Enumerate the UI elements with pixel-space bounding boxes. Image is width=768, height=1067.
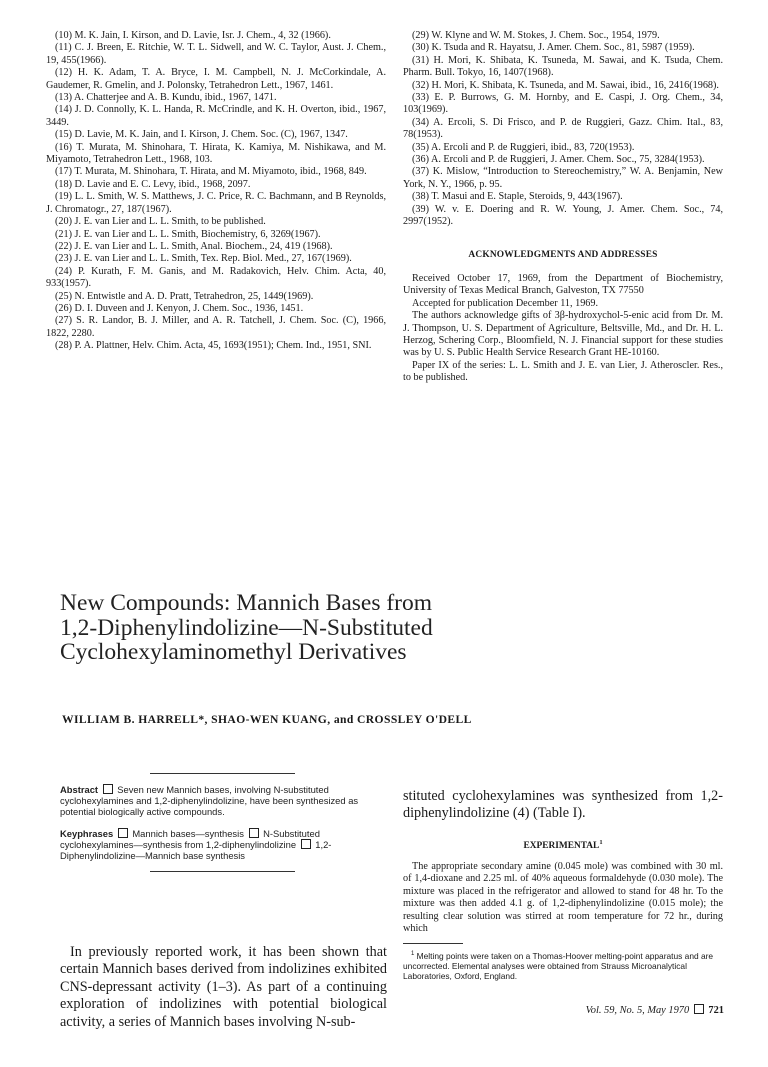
page-number: 721: [708, 1005, 724, 1016]
divider: [150, 773, 295, 774]
reference-item: (30) K. Tsuda and R. Hayatsu, J. Amer. Chem. Soc., 81, 5987 (1959).: [412, 42, 695, 54]
keyphrase: Mannich bases—synthesis: [132, 827, 244, 839]
page-footer: [586, 1004, 724, 1016]
ack-paragraph: Paper IX of the series: L. L. Smith and J. E. van Lier, J. Atheroscler. Res., to be published.: [403, 359, 723, 384]
reference-item: (36) A. Ercoli and P. de Ruggieri, J. Amer. Chem. Soc., 75, 3284(1953).: [412, 154, 705, 166]
article-title: [60, 591, 540, 665]
right-top-column: [403, 30, 723, 385]
reference-item: (21) J. E. van Lier and L. L. Smith, Biochemistry, 6, 3269(1967).: [55, 228, 321, 240]
square-bullet-icon: [118, 828, 128, 838]
square-bullet-icon: [103, 784, 113, 794]
reference-item: (10) M. K. Jain, I. Kirson, and D. Lavie, Isr. J. Chem., 4, 32 (1966).: [55, 30, 331, 41]
reference-item: (15) D. Lavie, M. K. Jain, and I. Kirson, J. Chem. Soc. (C), 1967, 1347.: [55, 129, 348, 141]
abstract: [60, 784, 387, 818]
reference-item: (17) T. Murata, M. Shinohara, T. Hirata, and M. Miyamoto, ibid., 1968, 849.: [55, 166, 367, 178]
title-line: 1,2-Diphenylindolizine—N-Substituted: [60, 614, 433, 641]
reference-item: (24) P. Kurath, F. M. Ganis, and M. Radakovich, Helv. Chim. Acta, 40, 933(1957).: [46, 265, 386, 290]
reference-item: (23) J. E. van Lier and L. L. Smith, Tex. Rep. Biol. Med., 27, 167(1969).: [55, 253, 352, 265]
reference-item: (33) E. P. Burrows, G. M. Hornby, and E. Caspi, J. Org. Chem., 34, 103(1969).: [403, 92, 723, 116]
references-left-column: [46, 30, 386, 353]
reference-item: (22) J. E. van Lier and L. L. Smith, Anal. Biochem., 24, 419 (1968).: [55, 240, 333, 252]
reference-item: (32) H. Mori, K. Shibata, K. Tsuneda, and M. Sawai, ibid., 16, 2416(1968).: [412, 79, 719, 91]
authors: WILLIAM B. HARRELL*, SHAO-WEN KUANG, and CROSSLEY O'DELL: [62, 713, 472, 726]
journal-citation: Vol. 59, No. 5, May 1970: [585, 1005, 690, 1016]
reference-item: (16) T. Murata, M. Shinohara, T. Hirata, K. Kamiya, M. Nishikawa, and M. Miyamoto, Tetrahedron Lett., 1968, 103.: [46, 141, 386, 166]
reference-item: (35) A. Ercoli and P. de Ruggieri, ibid., 83, 720(1953).: [412, 141, 635, 153]
footnote-divider: [403, 943, 463, 944]
title-line: Cyclohexylaminomethyl Derivatives: [60, 639, 407, 665]
reference-item: (13) A. Chatterjee and A. B. Kundu, ibid., 1967, 1471.: [55, 92, 277, 104]
references-right-list: [403, 30, 723, 229]
reference-item: (28) P. A. Plattner, Helv. Chim. Acta, 45, 1693(1951); Chem. Ind., 1951, SNI.: [55, 340, 372, 352]
keyphrase: 1,2-Diphenylindolizine—Mannich base synthesis: [60, 838, 332, 862]
reference-item: (31) H. Mori, K. Shibata, K. Tsuneda, M. Sawai, and K. Tsuda, Chem. Pharm. Bull. Tokyo, 16, 1407(1968).: [403, 54, 723, 79]
footnote-text: Melting points were taken on a Thomas-Hoover melting-point apparatus and are uncorrected. Elemental analyses were obtained from Strauss Microanalytical Laboratories, Oxford, England.: [403, 951, 714, 981]
right-bottom-column: [403, 788, 723, 982]
footnote-number: 1: [411, 951, 415, 958]
footnote-marker: 1: [599, 838, 603, 846]
keyphrases-label: Keyphrases: [60, 827, 114, 839]
reference-item: (25) N. Entwistle and A. D. Pratt, Tetrahedron, 25, 1449(1969).: [55, 290, 314, 302]
reference-item: (11) C. J. Breen, E. Ritchie, W. T. L. Sidwell, and W. C. Taylor, Aust. J. Chem., 19, 455(1966).: [46, 42, 386, 66]
square-bullet-icon: [249, 828, 259, 838]
keyphrases: [60, 828, 387, 862]
abstract-label: Abstract: [60, 784, 99, 795]
reference-item: (38) T. Masui and E. Staple, Steroids, 9, 443(1967).: [412, 191, 623, 203]
ack-body: [403, 273, 723, 385]
reference-item: (34) A. Ercoli, S. Di Frisco, and P. de Ruggieri, Gazz. Chim. Ital., 83, 78(1953).: [403, 116, 723, 141]
experimental-heading: [403, 839, 723, 851]
reference-item: (27) S. R. Landor, B. J. Miller, and A. R. Tatchell, J. Chem. Soc. (C), 1966, 1822, 2280.: [46, 315, 386, 339]
abstract-text: Seven new Mannich bases, involving N-substituted cyclohexylamines and 1,2-diphenylindolizine, have been synthesized as potential biologically active compounds.: [60, 784, 359, 818]
reference-item: (19) L. L. Smith, W. S. Matthews, J. C. Price, R. C. Bachmann, and B Reynolds, J. Chromatogr., 27, 187(1967).: [46, 191, 386, 215]
intro-paragraph: In previously reported work, it has been shown that certain Mannich bases derived from indolizines exhibited CNS-depressant activity (1–3). As part of a continuing exploration of indolizines with potential biological activity, a series of Mannich bases involving N-sub-: [60, 944, 387, 1030]
reference-item: (18) D. Lavie and E. C. Levy, ibid., 1968, 2097.: [55, 178, 251, 190]
reference-item: (12) H. K. Adam, T. A. Bryce, I. M. Campbell, N. J. McCorkindale, A. Gaudemer, R. Gmelin, and J. Polonsky, Tetrahedron Lett., 1967, 1461.: [46, 67, 386, 91]
reference-item: (37) K. Mislow, “Introduction to Stereochemistry,” W. A. Benjamin, New York, N. Y., 1966, p. 95.: [403, 166, 723, 190]
intro-continued: stituted cyclohexylamines was synthesized from 1,2-diphenylindolizine (4) (Table I).: [403, 788, 723, 822]
experimental-text: The appropriate secondary amine (0.045 mole) was combined with 30 ml. of 1,4-dioxane and 2.25 ml. of 40% aqueous formaldehyde (0.030 mole). The mixture was placed in the refrigerator and allowed to stand for 48 hr. To the mixture was then added 4.1 g. of 1,2-diphenylindolizine (0.015 mole); the resulting clear solution was stirred at room temperature for 72 hr., during which: [403, 860, 723, 934]
ack-paragraph: Received October 17, 1969, from the Department of Biochemistry, University of Texas Medical Branch, Galveston, TX 77550: [403, 272, 723, 297]
divider: [150, 871, 295, 872]
reference-item: (26) D. I. Duveen and J. Kenyon, J. Chem. Soc., 1936, 1451.: [55, 302, 304, 314]
title-line: New Compounds: Mannich Bases from: [60, 590, 433, 616]
reference-item: (20) J. E. van Lier and L. L. Smith, to be published.: [55, 216, 266, 228]
square-bullet-icon: [301, 839, 311, 849]
keyphrase: N-Substituted cyclohexylamines—synthesis from 1,2-diphenylindolizine: [60, 827, 320, 850]
footnote: [403, 950, 723, 981]
experimental-heading-text: EXPERIMENTAL: [523, 840, 600, 851]
abstract-box: [60, 773, 387, 872]
ack-paragraph: The authors acknowledge gifts of 3β-hydroxychol-5-enic acid from Dr. M. J. Thompson, U. S. Department of Agriculture, Beltsville, Md., and Dr. H. L. Herzog, Schering Corp., Bloomfield, N. J. Financial support for these studies was by U. S. Public Health Service Research Grant HE-10160.: [403, 310, 723, 359]
reference-item: (14) J. D. Connolly, K. L. Handa, R. McCrindle, and K. H. Overton, ibid., 1967, 3449.: [46, 104, 386, 128]
reference-item: (29) W. Klyne and W. M. Stokes, J. Chem. Soc., 1954, 1979.: [412, 30, 660, 41]
ack-heading: ACKNOWLEDGMENTS AND ADDRESSES: [468, 249, 658, 260]
ack-paragraph: Accepted for publication December 11, 1969.: [412, 297, 599, 309]
square-bullet-icon: [694, 1004, 704, 1014]
reference-item: (39) W. v. E. Doering and R. W. Young, J. Amer. Chem. Soc., 74, 2997(1952).: [403, 203, 723, 228]
